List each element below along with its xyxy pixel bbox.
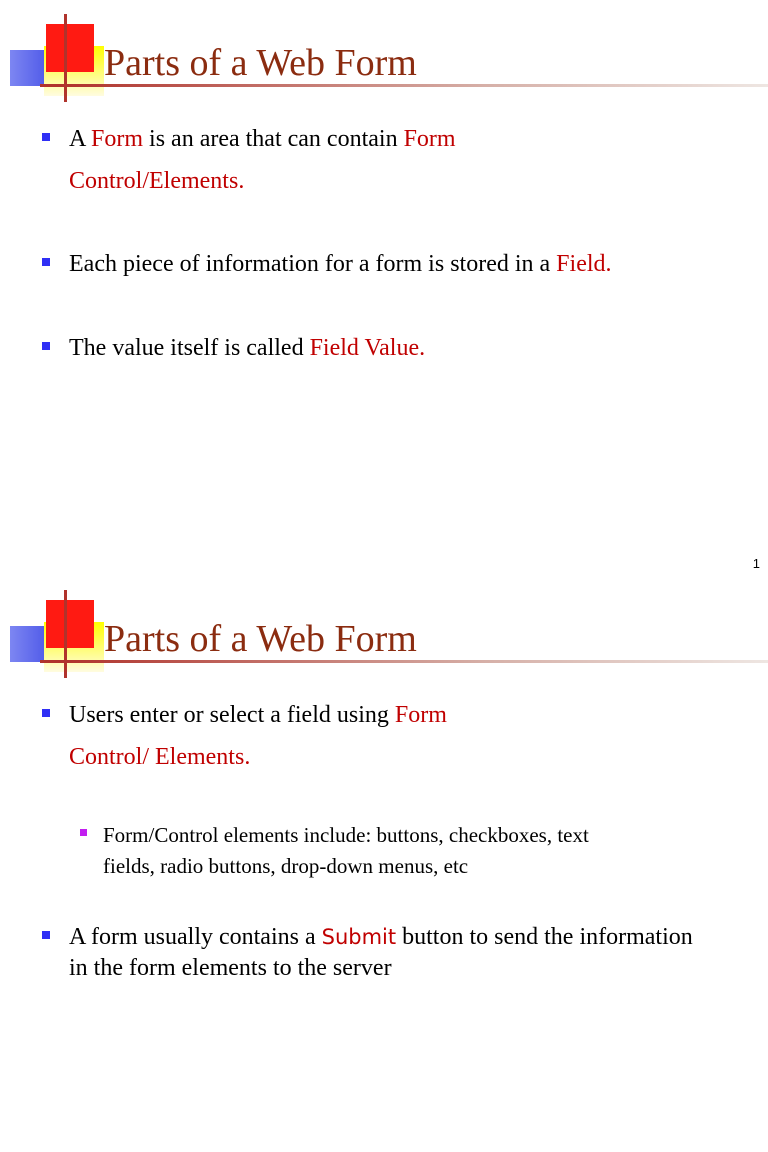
bullet-text: A form usually contains a Submit button to send the information xyxy=(69,924,693,950)
sub-bullet-text: Form/Control elements include: buttons, checkboxes, text xyxy=(103,823,589,847)
bullet-square-icon xyxy=(42,133,50,141)
bullet-text: Users enter or select a field using Form xyxy=(69,702,447,728)
bullet-text-line2: Control/Elements. xyxy=(69,168,245,194)
bullet-text-line2: Control/ Elements. xyxy=(69,744,251,770)
bullet-text-line2: in the form elements to the server xyxy=(69,955,392,981)
slide-logo-icon xyxy=(0,0,110,110)
page-number: 1 xyxy=(752,556,760,571)
slide-title: Parts of a Web Form xyxy=(104,618,417,660)
bullet-square-icon xyxy=(42,709,50,717)
bullet-square-icon xyxy=(42,258,50,266)
bullet-square-icon xyxy=(42,931,50,939)
slide-title: Parts of a Web Form xyxy=(104,42,417,84)
sub-bullet-text-line2: fields, radio buttons, drop-down menus, etc xyxy=(103,854,469,878)
slide-2 xyxy=(0,576,768,1152)
bullet-square-icon xyxy=(42,342,50,350)
slide-logo-icon xyxy=(0,576,110,686)
bullet-text: Each piece of information for a form is stored in a Field. xyxy=(69,251,612,277)
bullet-text: A Form is an area that can contain Form xyxy=(69,126,456,152)
bullet-text: The value itself is called Field Value. xyxy=(69,335,426,361)
sub-bullet-square-icon xyxy=(80,829,87,836)
